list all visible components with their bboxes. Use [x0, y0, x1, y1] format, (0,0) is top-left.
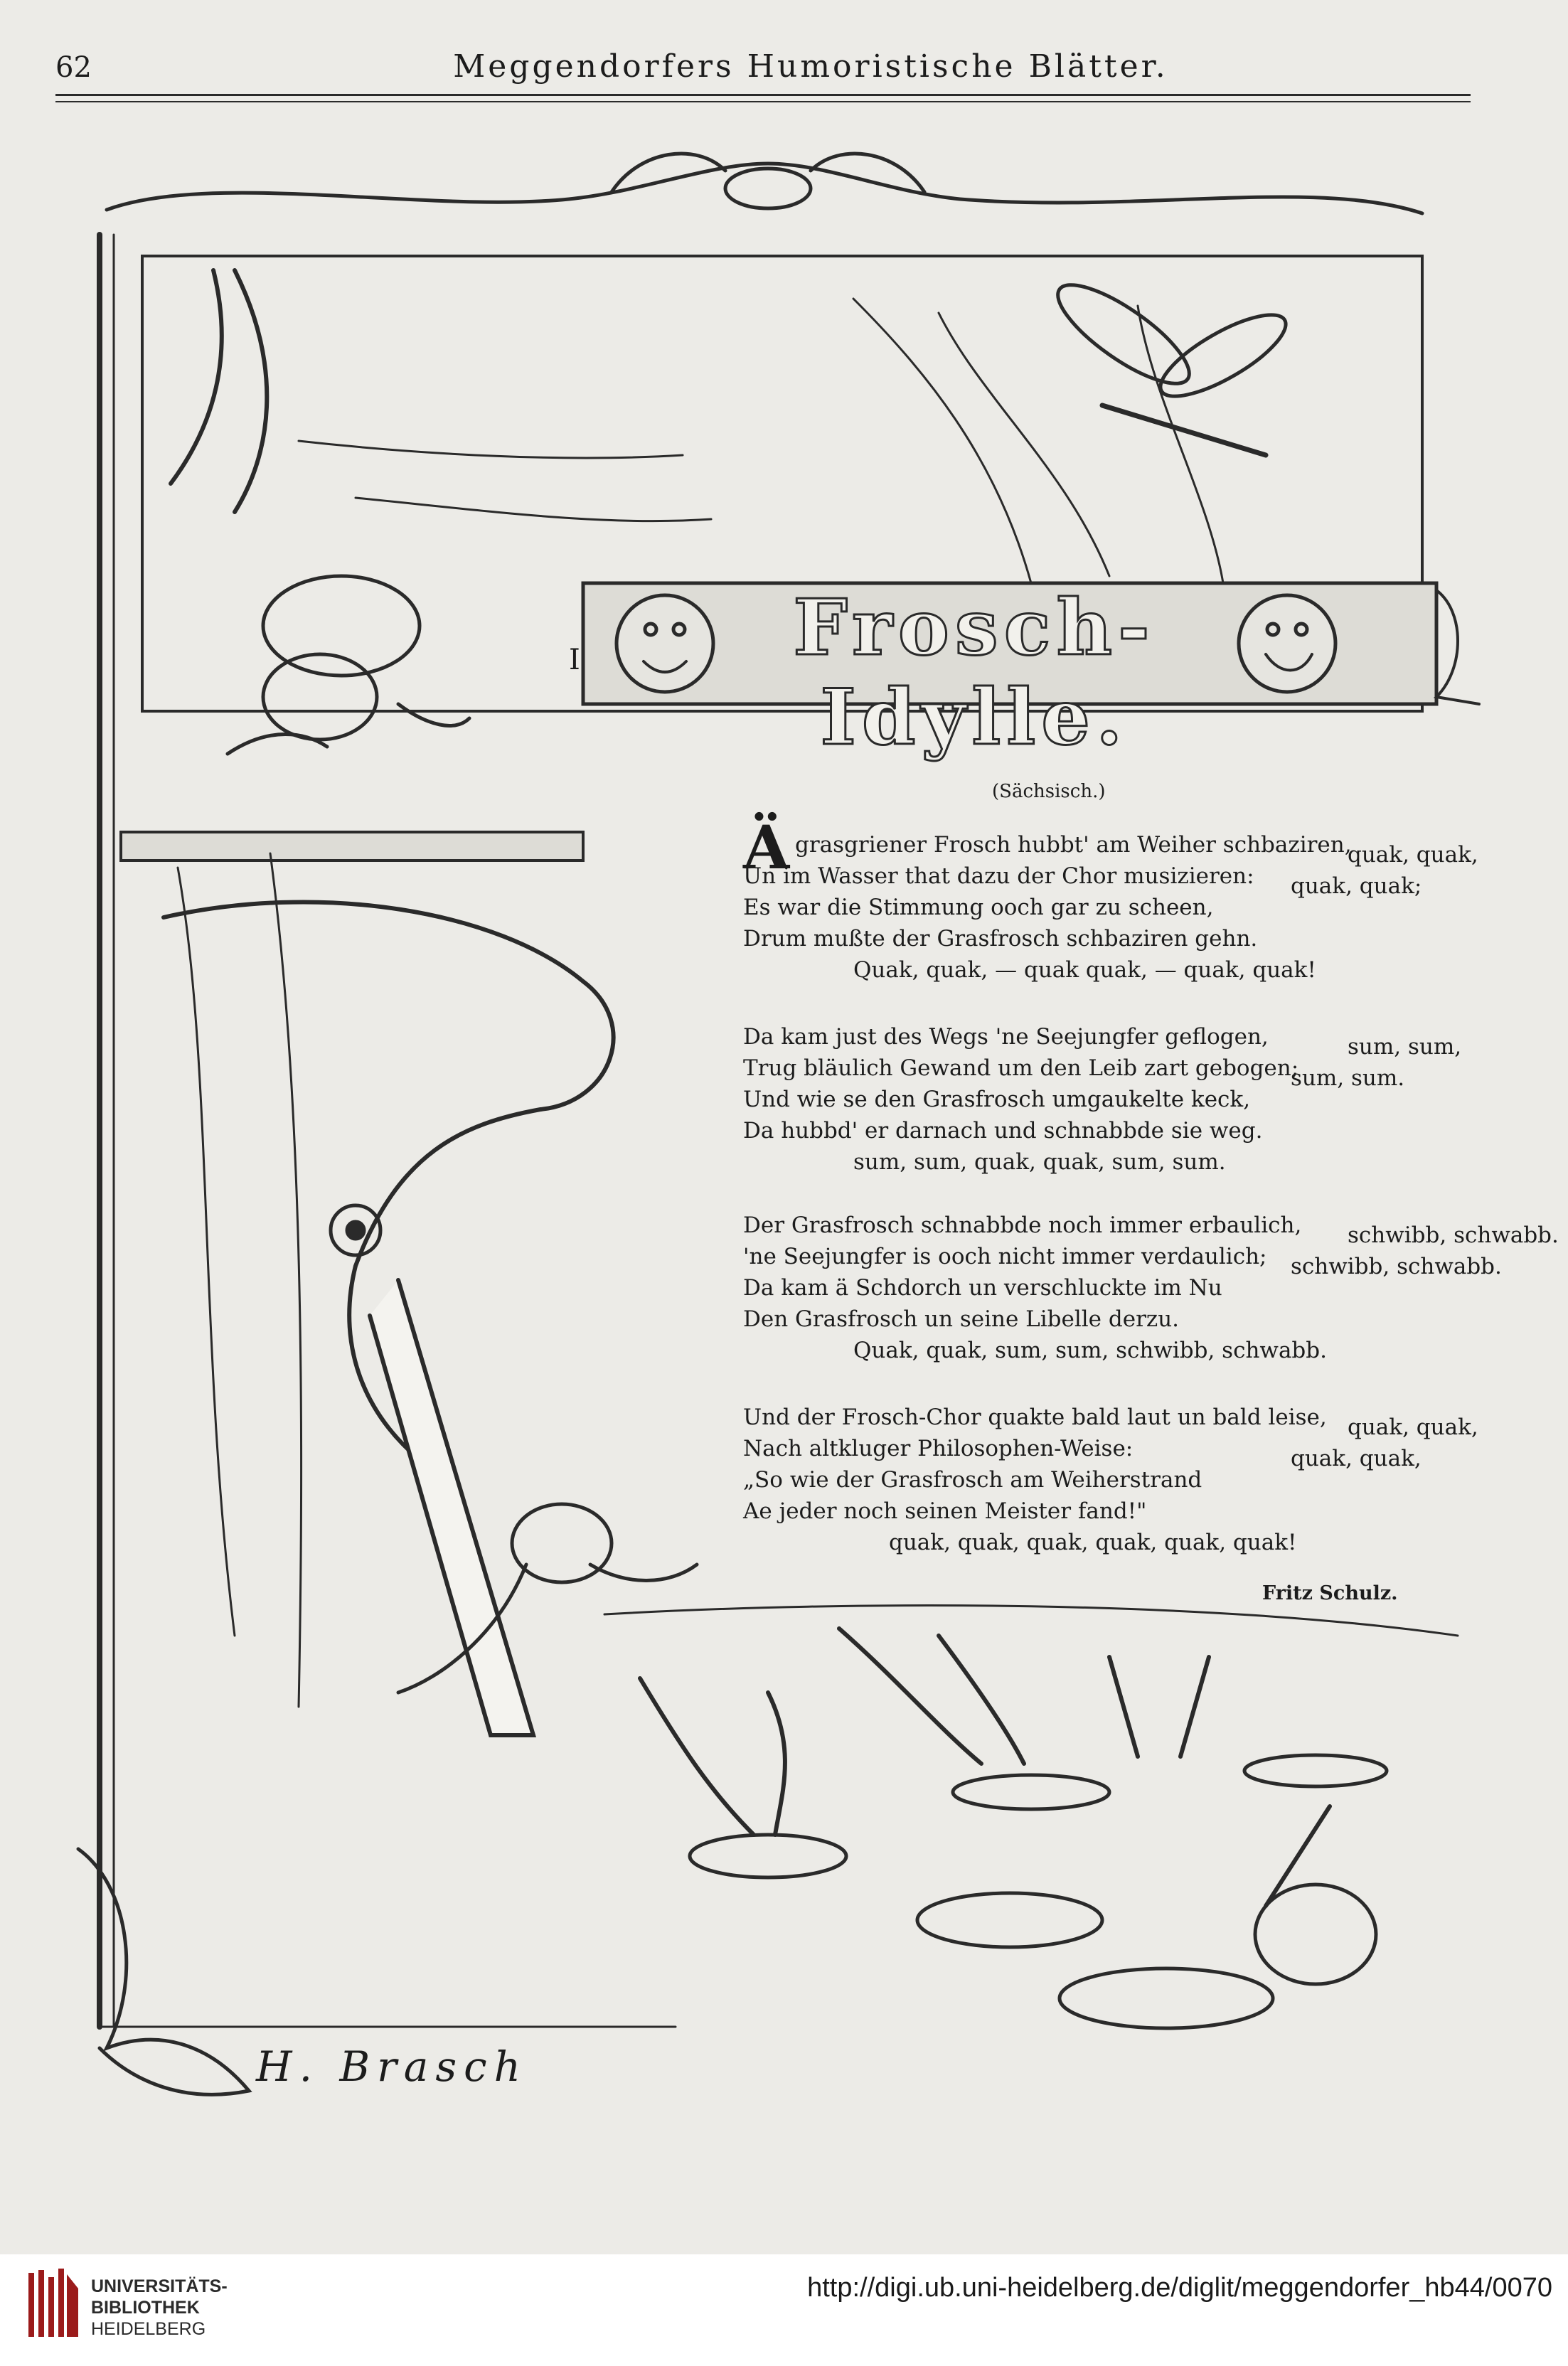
poem-line: Da hubbd' er darnach und schnabbde sie weg.	[743, 1118, 1263, 1144]
poem-refrain: sum, sum,	[1348, 1034, 1462, 1060]
running-title: Meggendorfers Humoristische Blätter.	[453, 48, 1168, 85]
dialect-note: (Sächsisch.)	[992, 781, 1106, 802]
library-line: HEIDELBERG	[91, 2319, 206, 2339]
poem-line: Nach altkluger Philosophen-Weise:	[743, 1436, 1134, 1461]
poem-refrain: sum, sum.	[1291, 1065, 1405, 1091]
title-numeral: I	[569, 644, 580, 676]
illustration-title: Frosch-Idylle.	[793, 583, 1156, 762]
poem-refrain: quak, quak,	[1291, 1446, 1422, 1471]
poem-line: quak, quak, quak, quak, quak, quak!	[889, 1530, 1297, 1555]
poem-line: Trug bläulich Gewand um den Leib zart gebogen;	[743, 1055, 1299, 1081]
poem-line: Ae jeder noch seinen Meister fand!"	[743, 1498, 1147, 1524]
poem-refrain: schwibb, schwabb.	[1291, 1254, 1502, 1279]
poem-line: grasgriener Frosch hubbt' am Weiher schbaziren,	[795, 832, 1352, 858]
library-line: UNIVERSITÄTS-	[91, 2276, 228, 2296]
poem-line: Den Grasfrosch un seine Libelle derzu.	[743, 1306, 1180, 1332]
artist-signature: H. Brasch	[256, 2042, 528, 2091]
author-signature: Fritz Schulz.	[1262, 1582, 1398, 1604]
poem-line: „So wie der Grasfrosch am Weiherstrand	[743, 1467, 1202, 1493]
poem-line: Da kam just des Wegs 'ne Seejungfer geflogen,	[743, 1024, 1269, 1050]
library-name	[91, 2276, 228, 2340]
poem-line: Quak, quak, — quak quak, — quak, quak!	[853, 957, 1316, 983]
poem-refrain: quak, quak,	[1348, 842, 1478, 868]
poem-refrain: schwibb, schwabb.	[1348, 1222, 1559, 1248]
poem-line: 'ne Seejungfer is ooch nicht immer verdaulich;	[743, 1244, 1267, 1269]
poem-line: Der Grasfrosch schnabbde noch immer erbaulich,	[743, 1213, 1302, 1238]
poem-line: Drum mußte der Grasfrosch schbaziren gehn.	[743, 926, 1258, 952]
poem-line: Quak, quak, sum, sum, schwibb, schwabb.	[853, 1338, 1327, 1363]
page-number: 62	[55, 51, 92, 84]
library-logo-icon	[27, 2267, 80, 2341]
poem-line: Und wie se den Grasfrosch umgaukelte keck,	[743, 1087, 1251, 1112]
poem-line: Da kam ä Schdorch un verschluckte im Nu	[743, 1275, 1222, 1301]
library-line: BIBLIOTHEK	[91, 2298, 200, 2318]
poem-refrain: quak, quak,	[1348, 1414, 1478, 1440]
digitization-footer	[0, 2254, 1568, 2366]
poem-line: Un im Wasser that dazu der Chor musizieren:	[743, 863, 1254, 889]
source-url-link[interactable]: http://digi.ub.uni-heidelberg.de/diglit/meggendorfer_hb44/0070	[807, 2273, 1552, 2303]
poem-line: Es war die Stimmung ooch gar zu scheen,	[743, 895, 1214, 920]
poem-line: sum, sum, quak, quak, sum, sum.	[853, 1149, 1226, 1175]
poem-refrain: quak, quak;	[1291, 873, 1422, 899]
drop-cap: Ä	[743, 812, 790, 883]
poem-line: Und der Frosch-Chor quakte bald laut un bald leise,	[743, 1405, 1327, 1430]
